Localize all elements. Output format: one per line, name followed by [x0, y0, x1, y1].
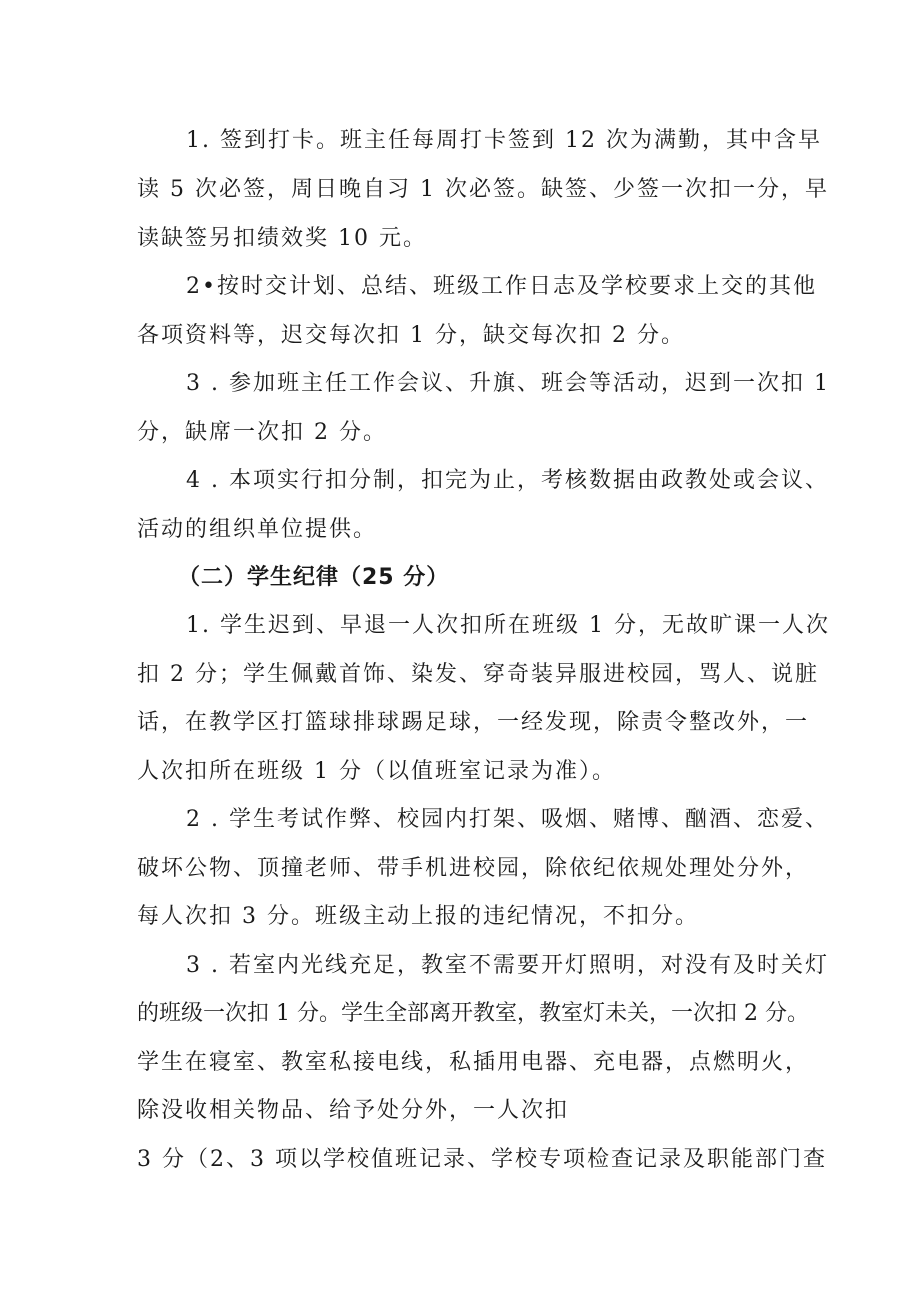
- discipline-section-heading: （二）学生纪律（25 分）: [178, 565, 450, 590]
- attendance-item2-line2: 各项资料等，迟交每次扣 1 分，缺交每次扣 2 分。: [137, 323, 685, 348]
- discipline-item3-line3: 学生在寝室、教室私接电线，私插用电器、充电器，点燃明火，: [137, 1050, 810, 1075]
- attendance-item3-line1: 3 . 参加班主任工作会议、升旗、班会等活动，迟到一次扣 1: [186, 371, 830, 396]
- discipline-item1-line4: 人次扣所在班级 1 分（以值班室记录为准）。: [137, 759, 616, 784]
- attendance-item4-line1: 4 . 本项实行扣分制，扣完为止，考核数据由政教处或会议、: [186, 468, 829, 493]
- attendance-item2-line1: 2•按时交计划、总结、班级工作日志及学校要求上交的其他: [186, 274, 817, 299]
- discipline-item1-line2: 扣 2 分；学生佩戴首饰、染发、穿奇装异服进校园，骂人、说脏: [137, 662, 819, 687]
- attendance-item1-line2: 读 5 次必签，周日晚自习 1 次必签。缺签、少签一次扣一分，早: [137, 177, 829, 202]
- discipline-item3-line5: 3 分（2、3 项以学校值班记录、学校专项检查记录及职能部门查: [137, 1147, 827, 1172]
- discipline-item2-line1: 2 . 学生考试作弊、校园内打架、吸烟、赌博、酗酒、恋爱、: [186, 807, 829, 832]
- discipline-item2-line3: 每人次扣 3 分。班级主动上报的违纪情况，不扣分。: [137, 904, 699, 929]
- attendance-item4-line2: 活动的组织单位提供。: [137, 517, 378, 542]
- attendance-item1-line3: 读缺签另扣绩效奖 10 元。: [137, 226, 427, 251]
- discipline-item3-line2: 的班级一次扣 1 分。学生全部离开教室，教室灯未关，一次扣 2 分。: [137, 1001, 809, 1026]
- discipline-item1-line3: 话，在教学区打篮球排球踢足球，一经发现，除责令整改外，一: [137, 710, 810, 735]
- discipline-item3-line4: 除没收相关物品、给予处分外，一人次扣: [137, 1098, 570, 1123]
- attendance-item1-line1: 1. 签到打卡。班主任每周打卡签到 12 次为满勤，其中含早: [186, 128, 822, 153]
- discipline-item2-line2: 破坏公物、顶撞老师、带手机进校园，除依纪依规处理处分外，: [137, 856, 810, 881]
- discipline-item1-line1: 1. 学生迟到、早退一人次扣所在班级 1 分，无故旷课一人次: [186, 613, 830, 638]
- attendance-item3-line2: 分，缺席一次扣 2 分。: [137, 420, 387, 445]
- discipline-item3-line1: 3 . 若室内光线充足，教室不需要开灯照明，对没有及时关灯: [186, 953, 829, 978]
